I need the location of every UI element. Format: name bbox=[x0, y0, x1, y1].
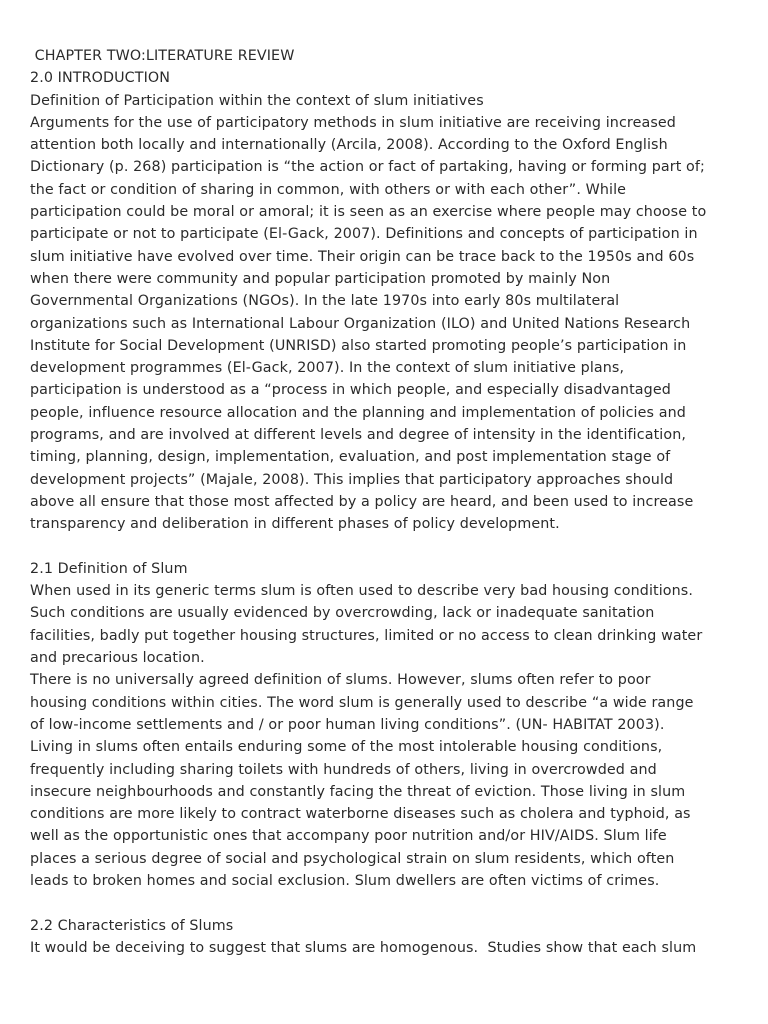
text-line: programs, and are involved at different levels and degree of intensity in the identification, bbox=[30, 427, 687, 444]
text-line: the fact or condition of sharing in common, with others or with each other”. While bbox=[30, 181, 627, 198]
slum-definition-paragraph bbox=[30, 580, 740, 892]
text-line: Governmental Organizations (NGOs). In the late 1970s into early 80s multilateral bbox=[30, 293, 620, 310]
text-line: conditions are more likely to contract waterborne diseases such as cholera and typhoid, as bbox=[30, 806, 691, 823]
text-line: attention both locally and internationally (Arcila, 2008). According to the Oxford English bbox=[30, 137, 668, 154]
slum-characteristics-paragraph bbox=[30, 937, 740, 959]
document-page bbox=[30, 45, 740, 959]
text-line: timing, planning, design, implementation, evaluation, and post implementation stage of bbox=[30, 449, 671, 466]
text-line: frequently including sharing toilets with hundreds of others, living in overcrowded and bbox=[30, 761, 657, 778]
text-line: well as the opportunistic ones that accompany poor nutrition and/or HIV/AIDS. Slum life bbox=[30, 828, 667, 845]
text-line: Such conditions are usually evidenced by overcrowding, lack or inadequate sanitation bbox=[30, 605, 655, 622]
text-line: and precarious location. bbox=[30, 650, 205, 667]
text-line: Dictionary (p. 268) participation is “the action or fact of partaking, having or forming part of; bbox=[30, 159, 705, 176]
text-line: Arguments for the use of participatory methods in slum initiative are receiving increased bbox=[30, 114, 676, 131]
text-line: transparency and deliberation in different phases of policy development. bbox=[30, 516, 560, 533]
intro-paragraph bbox=[30, 112, 740, 536]
section-heading-2-2: 2.2 Characteristics of Slums bbox=[30, 917, 234, 934]
text-line: participation is understood as a “process in which people, and especially disadvantaged bbox=[30, 382, 671, 399]
text-line: facilities, badly put together housing structures, limited or no access to clean drinking water bbox=[30, 627, 703, 644]
text-line: There is no universally agreed definition of slums. However, slums often refer to poor bbox=[30, 672, 651, 689]
chapter-title: CHAPTER TWO:LITERATURE REVIEW bbox=[30, 48, 295, 64]
text-line: participate or not to participate (El-Gack, 2007). Definitions and concepts of participation in bbox=[30, 226, 698, 243]
text-line: of low-income settlements and / or poor human living conditions”. (UN- HABITAT 2003). bbox=[30, 716, 665, 733]
text-line: It would be deceiving to suggest that slums are homogenous. Studies show that each slum bbox=[30, 939, 697, 956]
text-line: above all ensure that those most affected by a policy are heard, and been used to increase bbox=[30, 493, 694, 510]
text-line: development programmes (El-Gack, 2007). In the context of slum initiative plans, bbox=[30, 360, 625, 377]
section-heading-2-1: 2.1 Definition of Slum bbox=[30, 560, 188, 577]
paragraph-spacer bbox=[30, 536, 740, 558]
text-line: people, influence resource allocation and the planning and implementation of policies and bbox=[30, 404, 686, 421]
text-line: organizations such as International Labour Organization (ILO) and United Nations Research bbox=[30, 315, 691, 332]
text-line: insecure neighbourhoods and constantly facing the threat of eviction. Those living in slum bbox=[30, 783, 686, 800]
intro-heading: 2.0 INTRODUCTION bbox=[30, 70, 171, 87]
text-line: Living in slums often entails enduring some of the most intolerable housing conditions, bbox=[30, 739, 663, 756]
text-line: leads to broken homes and social exclusion. Slum dwellers are often victims of crimes. bbox=[30, 872, 660, 889]
text-line: slum initiative have evolved over time. Their origin can be trace back to the 1950s and 60s bbox=[30, 248, 695, 265]
text-line: When used in its generic terms slum is often used to describe very bad housing conditions. bbox=[30, 583, 693, 600]
text-line: participation could be moral or amoral; it is seen as an exercise where people may choose to bbox=[30, 204, 707, 221]
text-line: housing conditions within cities. The word slum is generally used to describe “a wide range bbox=[30, 694, 694, 711]
text-line: development projects” (Majale, 2008). This implies that participatory approaches should bbox=[30, 471, 674, 488]
text-line: Institute for Social Development (UNRISD) also started promoting people’s participation in bbox=[30, 337, 687, 354]
text-line: places a serious degree of social and psychological strain on slum residents, which often bbox=[30, 850, 675, 867]
paragraph-spacer bbox=[30, 892, 740, 914]
text-line: when there were community and popular participation promoted by mainly Non bbox=[30, 270, 611, 287]
intro-subheading: Definition of Participation within the context of slum initiatives bbox=[30, 92, 484, 109]
